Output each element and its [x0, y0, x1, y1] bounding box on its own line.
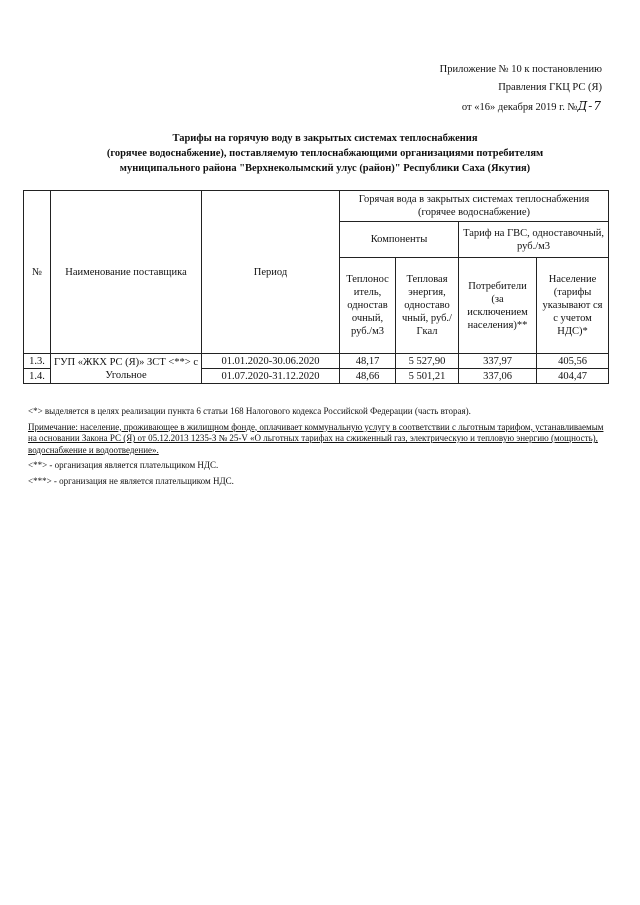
appendix-line-1: Приложение № 10 к постановлению	[439, 64, 602, 75]
header-group: Горячая вода в закрытых системах теплоснабжения (горячее водоснабжение)	[340, 191, 609, 222]
header-components: Компоненты	[340, 222, 459, 258]
header-population: Население (тарифы указывают ся с учетом НДС)*	[537, 258, 609, 354]
row-num: 1.4.	[24, 369, 51, 384]
header-period: Период	[202, 191, 340, 354]
footnotes	[28, 406, 613, 491]
appendix-date: от «16» декабря 2019 г. №	[461, 102, 578, 113]
title-line-2: (горячее водоснабжение), поставляемую теплоснабжающими организациями потребителям	[106, 148, 544, 159]
row-heat-carrier: 48,66	[340, 369, 396, 384]
appendix-line-2: Правления ГКЦ РС (Я)	[498, 82, 602, 93]
table-row	[24, 354, 609, 369]
row-period: 01.07.2020-31.12.2020	[202, 369, 340, 384]
note-vat-allocation: <*> выделяется в целях реализации пункта 6 статьи 168 Налогового кодекса Российской Федерации (часть вторая).	[28, 406, 471, 416]
row-heat-energy: 5 501,21	[396, 369, 459, 384]
supplier-name: ГУП «ЖКХ РС (Я)» ЗСТ <**> с Угольное	[51, 354, 202, 384]
note-vat-payer: <**> - организация является плательщиком НДС.	[28, 460, 219, 470]
tariffs-table	[23, 190, 609, 384]
row-population: 404,47	[537, 369, 609, 384]
row-consumers: 337,06	[459, 369, 537, 384]
row-heat-carrier: 48,17	[340, 354, 396, 369]
header-heat-energy: Тепловая энергия, одноставо чный, руб./Гкал	[396, 258, 459, 354]
header-heat-carrier: Теплонос итель, одностав очный, руб./м3	[340, 258, 396, 354]
appendix-line-3	[302, 97, 602, 117]
note-non-vat-payer: <***> - организация не является плательщиком НДС.	[28, 475, 234, 486]
note-remark: Примечание: население, проживающее в жилищном фонде, оплачивает коммунальную услугу в соответствии с льготным тарифом, устанавливаемым на основании Закона РС (Я) от 05.12.2013 1235-З № 25-V «О льготных тарифах на сжиженный газ, электрическую и тепловую энергию (мощность), водоснабжение и водоотведение».	[28, 421, 604, 455]
header-num: №	[24, 191, 51, 354]
row-num: 1.3.	[24, 354, 51, 369]
row-heat-energy: 5 527,90	[396, 354, 459, 369]
row-consumers: 337,97	[459, 354, 537, 369]
row-population: 405,56	[537, 354, 609, 369]
header-supplier: Наименование поставщика	[51, 191, 202, 354]
header-tariff: Тариф на ГВС, одноставочный, руб./м3	[459, 222, 609, 258]
document-title	[40, 131, 610, 176]
title-line-1: Тарифы на горячую воду в закрытых системах теплоснабжения	[172, 133, 478, 144]
header-consumers: Потребители (за исключением населения)**	[459, 258, 537, 354]
row-period: 01.01.2020-30.06.2020	[202, 354, 340, 369]
appendix-number: Д-7	[577, 99, 602, 113]
title-line-3: муниципального района "Верхнеколымский улус (район)" Республики Саха (Якутия)	[119, 163, 531, 174]
appendix-header	[302, 61, 602, 117]
